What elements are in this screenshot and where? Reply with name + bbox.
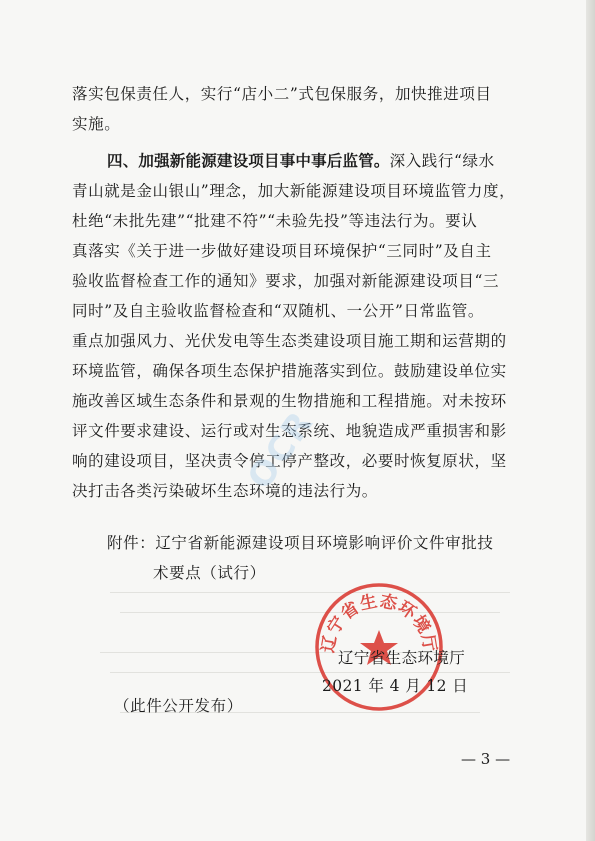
body-line-1: 落实包保责任人，实行“店小二”式包保服务，加快推进项目 [72,85,492,103]
section-heading: 四、加强新能源建设项目事中事后监管。 [107,152,390,170]
signer: 辽宁省生态环境厅 [338,649,466,667]
section-heading-rest: 深入践行“绿水 [389,152,495,170]
body-line-2: 实施。 [72,115,121,133]
body-line-9: 重点加强风力、光伏发电等生态类建设项目施工期和运营期的 [72,332,507,350]
body-line-6: 真落实《关于进一步做好建设项目环境保护“三同时”及自主 [72,242,492,260]
bleed-through-line [110,592,510,593]
attachment-title: 辽宁省新能源建设项目环境影响评价文件审批技 [155,534,494,552]
body-line-8: 同时”及自主验收监督检查和“双随机、一公开”日常监管。 [72,302,484,320]
bleed-through-line [110,672,510,673]
issue-date: 2021 年 4 月 12 日 [322,677,469,695]
body-line-14: 决打击各类污染破坏生态环境的违法行为。 [72,482,378,500]
body-line-10: 环境监管，确保各项生态保护措施落实到位。鼓励建设单位实 [72,362,507,380]
page-number: — 3 — [461,750,511,768]
attachment-line-1 [107,533,493,553]
page-edge-shadow [586,0,595,841]
attachment-label: 附件： [107,534,156,552]
body-line-7: 验收监督检查工作的通知》要求，加强对新能源建设项目“三 [72,272,500,290]
watermark: OCR [239,403,323,497]
body-line-5: 杜绝“未批先建”“批建不符”“未验先投”等违法行为。要认 [72,212,478,230]
section-four-line [107,151,495,171]
body-line-12: 评文件要求建设、运行或对生态系统、地貌造成严重损害和影 [72,422,507,440]
body-line-13: 响的建设项目，坚决责令停工停产整改，必要时恢复原状，坚 [72,452,507,470]
body-line-11: 施改善区域生态条件和景观的生物措施和工程措施。对未按环 [72,392,507,410]
attachment-line-2: 术要点（试行） [153,564,266,582]
body-line-4: 青山就是金山银山”理念，加大新能源建设项目环境监管力度， [72,182,516,200]
seal-text: 辽宁省生态环境厅 [318,591,440,655]
publication-note: （此件公开发布） [114,697,243,715]
